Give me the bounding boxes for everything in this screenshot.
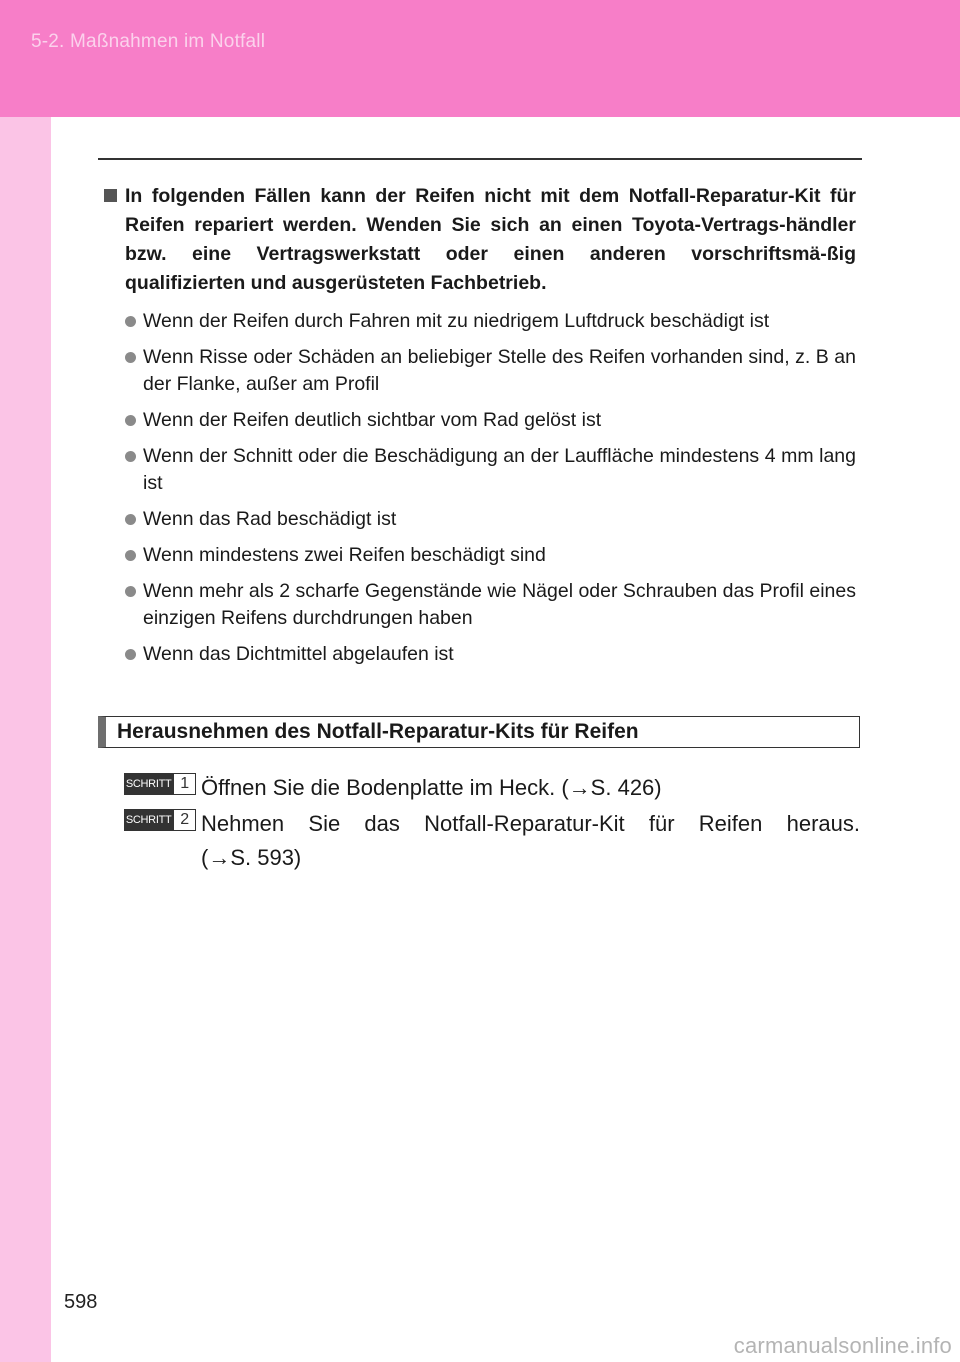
list-item [104, 542, 856, 569]
page-number: 598 [64, 1291, 98, 1313]
round-bullet-icon [125, 451, 136, 462]
list-item-text: Wenn das Dichtmittel abgelaufen ist [143, 643, 454, 665]
step-number: 1 [173, 773, 196, 795]
section-breadcrumb: 5-2. Maßnahmen im Notfall [31, 31, 266, 52]
section-header [98, 716, 860, 748]
list-item-text: Wenn das Rad beschädigt ist [143, 508, 397, 530]
condition-list [104, 308, 856, 668]
list-item [104, 407, 856, 434]
top-divider [98, 158, 862, 160]
list-item-text: Wenn mehr als 2 scharfe Gegenstände wie Nägel oder Schrauben das Profil eines einzigen Reifens durchdrungen haben [143, 580, 856, 629]
round-bullet-icon [125, 649, 136, 660]
watermark: carmanualsonline.info [733, 1333, 952, 1358]
list-item [104, 578, 856, 632]
step-number: 2 [173, 809, 196, 831]
step-label: SCHRITT [124, 809, 173, 831]
side-color-strip [0, 117, 51, 1362]
list-item-text: Wenn der Schnitt oder die Beschädigung an der Lauffläche mindestens 4 mm lang ist [143, 445, 856, 494]
note-heading-text: In folgenden Fällen kann der Reifen nicht mit dem Notfall-Reparatur-Kit für Reifen repariert werden. Wenden Sie sich an einen Toyota-Vertrags-händler bzw. eine Vertragswerkstatt oder einen anderen vorschriftsmä-ßig qualifizierten und ausgerüsteten Fachbetrieb. [125, 185, 856, 294]
square-bullet-icon [104, 189, 117, 202]
round-bullet-icon [125, 415, 136, 426]
list-item-text: Wenn der Reifen deutlich sichtbar vom Rad gelöst ist [143, 409, 602, 431]
list-item [104, 344, 856, 398]
list-item-text: Wenn mindestens zwei Reifen beschädigt sind [143, 544, 546, 566]
section-title: Herausnehmen des Notfall-Reparatur-Kits für Reifen [117, 720, 639, 743]
step-text-continuation: (→S. 593) [201, 845, 302, 870]
round-bullet-icon [125, 352, 136, 363]
list-item [104, 641, 856, 668]
round-bullet-icon [125, 316, 136, 327]
step-label: SCHRITT [124, 773, 173, 795]
note-block [104, 182, 856, 677]
step-badge [124, 809, 196, 831]
round-bullet-icon [125, 550, 136, 561]
list-item [104, 308, 856, 335]
chapter-header [0, 0, 960, 117]
list-item-text: Wenn Risse oder Schäden an beliebiger Stelle des Reifen vorhanden sind, z. B an der Flanke, außer am Profil [143, 346, 856, 395]
step-text: Nehmen Sie das Notfall-Reparatur-Kit für Reifen heraus. [201, 811, 860, 836]
list-item [104, 506, 856, 533]
list-item-text: Wenn der Reifen durch Fahren mit zu niedrigem Luftdruck beschädigt ist [143, 310, 770, 332]
step-text: Öffnen Sie die Bodenplatte im Heck. (→S. 426) [201, 775, 662, 800]
note-heading [104, 182, 856, 298]
round-bullet-icon [125, 586, 136, 597]
round-bullet-icon [125, 514, 136, 525]
step-badge [124, 773, 196, 795]
list-item [104, 443, 856, 497]
